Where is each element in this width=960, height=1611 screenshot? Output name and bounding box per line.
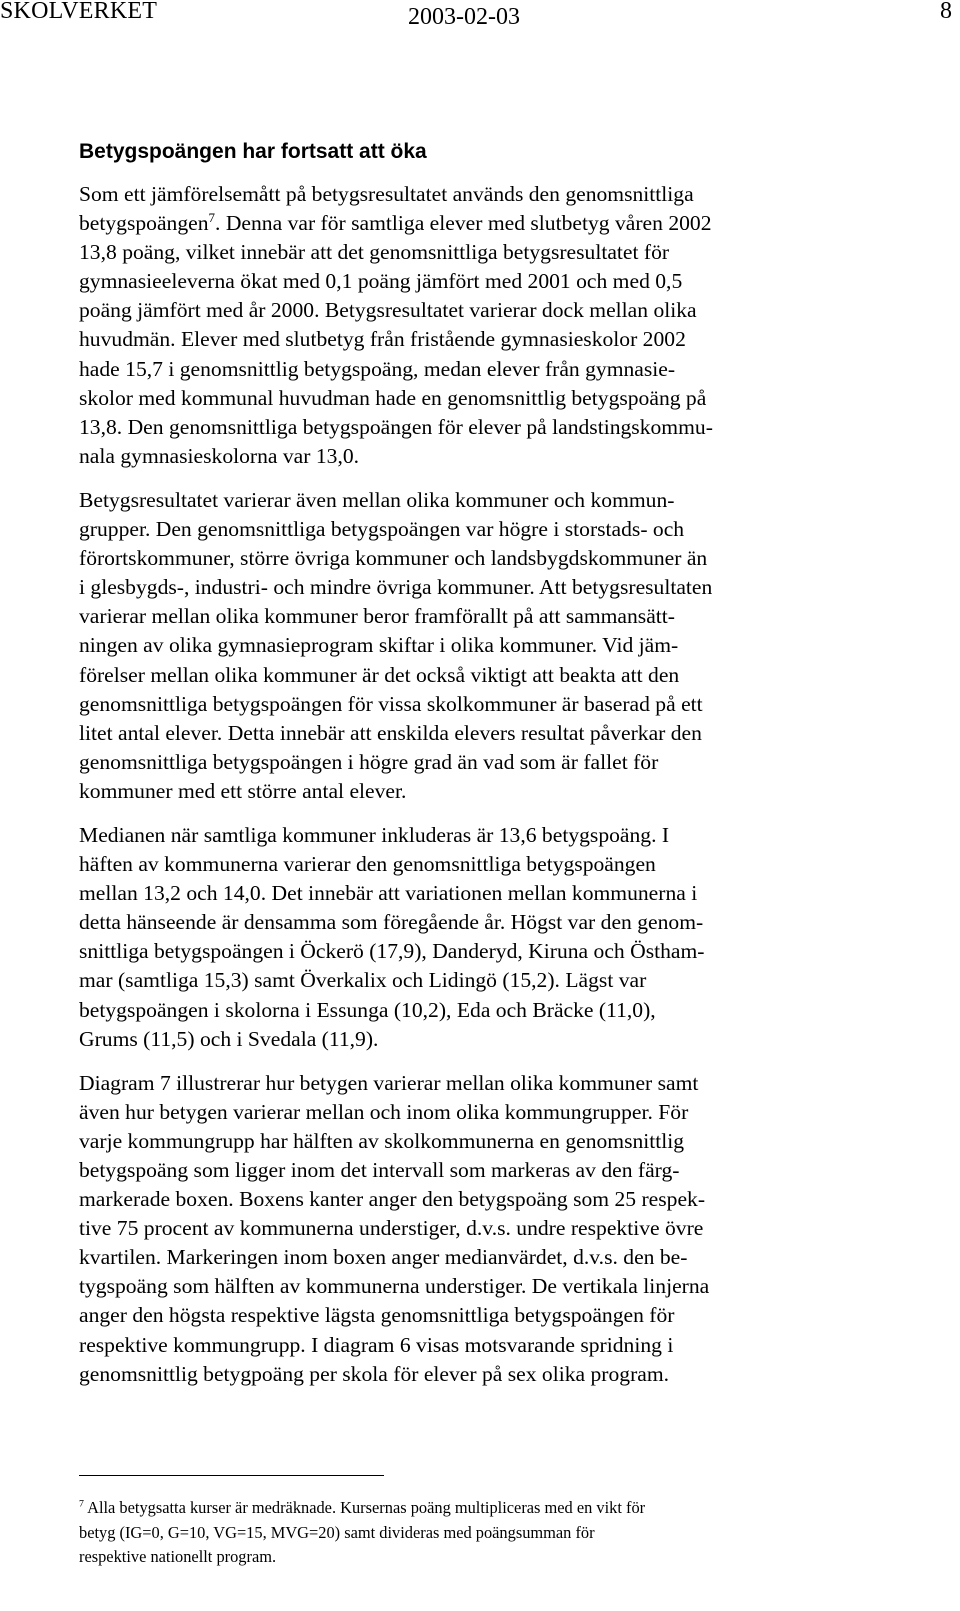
page-header: [0, 0, 960, 30]
footnote-separator: [79, 1475, 384, 1476]
header-organization: SKOLVERKET: [0, 0, 158, 24]
page-number: 8: [940, 0, 952, 24]
footnote-text: Alla betygsatta kurser är medräknade. Kursernas poäng multipliceras med en vikt för betyg (IG=0, G=10, VG=15, MVG=20) samt divideras med poängsumman för respektive nationellt program.: [79, 1498, 646, 1566]
footnote-number: 7: [79, 1498, 84, 1510]
paragraph-3: Medianen när samtliga kommuner inkluderas är 13,6 betygspoäng. I häften av kommunerna varierar den genomsnittliga betygspoängen mellan 13,2 och 14,0. Det innebär att variationen mellan kommunerna i detta hänseende är densamma som föregående år. Högst var den genom- snittliga betygspoängen i Öckerö (17,9), Danderyd, Kiruna och Östham- mar (samtliga 15,3) samt Överkalix och Lidingö (15,2). Lägst var betygspoängen i skolorna i Essunga (10,2), Eda och Bräcke (11,0), Grums (11,5) och i Svedala (11,9).: [79, 822, 705, 1051]
paragraph-2: Betygsresultatet varierar även mellan olika kommuner och kommun- grupper. Den genomsnittliga betygspoängen var högre i storstads- och förortskommuner, större övriga kommuner och landsbygdskommuner än i glesbygds-, industri- och mindre övriga kommuner. Att betygsresultaten varierar mellan olika kommuner beror framförallt på att sammansätt- ningen av olika gymnasieprogram skiftar i olika kommuner. Vid jäm- förelser mellan olika kommuner är det också viktigt att beakta att den genomsnittliga betygspoängen för vissa skolkommuner är baserad på ett litet antal elever. Detta innebär att enskilda elevers resultat påverkar den genomsnittliga betygspoängen i högre grad än vad som är fallet för kommuner med ett större antal elever.: [79, 487, 713, 803]
footnote-reference: 7: [208, 209, 216, 225]
paragraph-4: Diagram 7 illustrerar hur betygen varierar mellan olika kommuner samt även hur betygen varierar mellan och inom olika kommungrupper. För varje kommungrupp har hälften av skolkommunerna en genomsnittlig betygspoäng som ligger inom det intervall som markeras av den färg- markerade boxen. Boxens kanter anger den betygspoäng som 25 respek- tive 75 procent av kommunerna understiger, d.v.s. undre respektive övre kvartilen. Markeringen inom boxen anger medianvärdet, d.v.s. den be- tygspoäng som hälften av kommunerna understiger. De vertikala linjerna anger den högsta respektive lägsta genomsnittliga betygspoängen för respektive kommungrupp. I diagram 6 visas motsvarande spridning i genomsnittlig betygpoäng per skola för elever på sex olika program.: [79, 1070, 710, 1386]
paragraph-1-text-end: . Denna var för samtliga elever med slutbetyg våren 2002 13,8 poäng, vilket innebär att det genomsnittliga betygsresultatet för gymnasieeleverna ökat med 0,1 poäng jämfört med 2001 och med 0,5 poäng jämfört med år 2000. Betygsresultatet varierar dock mellan olika huvudmän. Elever med slutbetyg från fristående gymnasieskolor 2002 hade 15,7 i genomsnittlig betygspoäng, medan elever från gymnasie- skolor med kommunal huvudman hade en genomsnittlig betygspoäng på 13,8. Den genomsnittliga betygspoängen för elever på landstingskommu- nala gymnasieskolorna var 13,0.: [79, 211, 713, 468]
document-body: [79, 138, 821, 1404]
paragraph-1-text-start: Som ett jämförelsemått på betygsresultatet används den genomsnittliga betygspoängen: [79, 182, 694, 236]
paragraph-1: [79, 180, 821, 471]
header-date: 2003-02-03: [408, 4, 520, 30]
section-heading: Betygspoängen har fortsatt att öka: [79, 140, 427, 163]
footnote: [79, 1496, 821, 1570]
